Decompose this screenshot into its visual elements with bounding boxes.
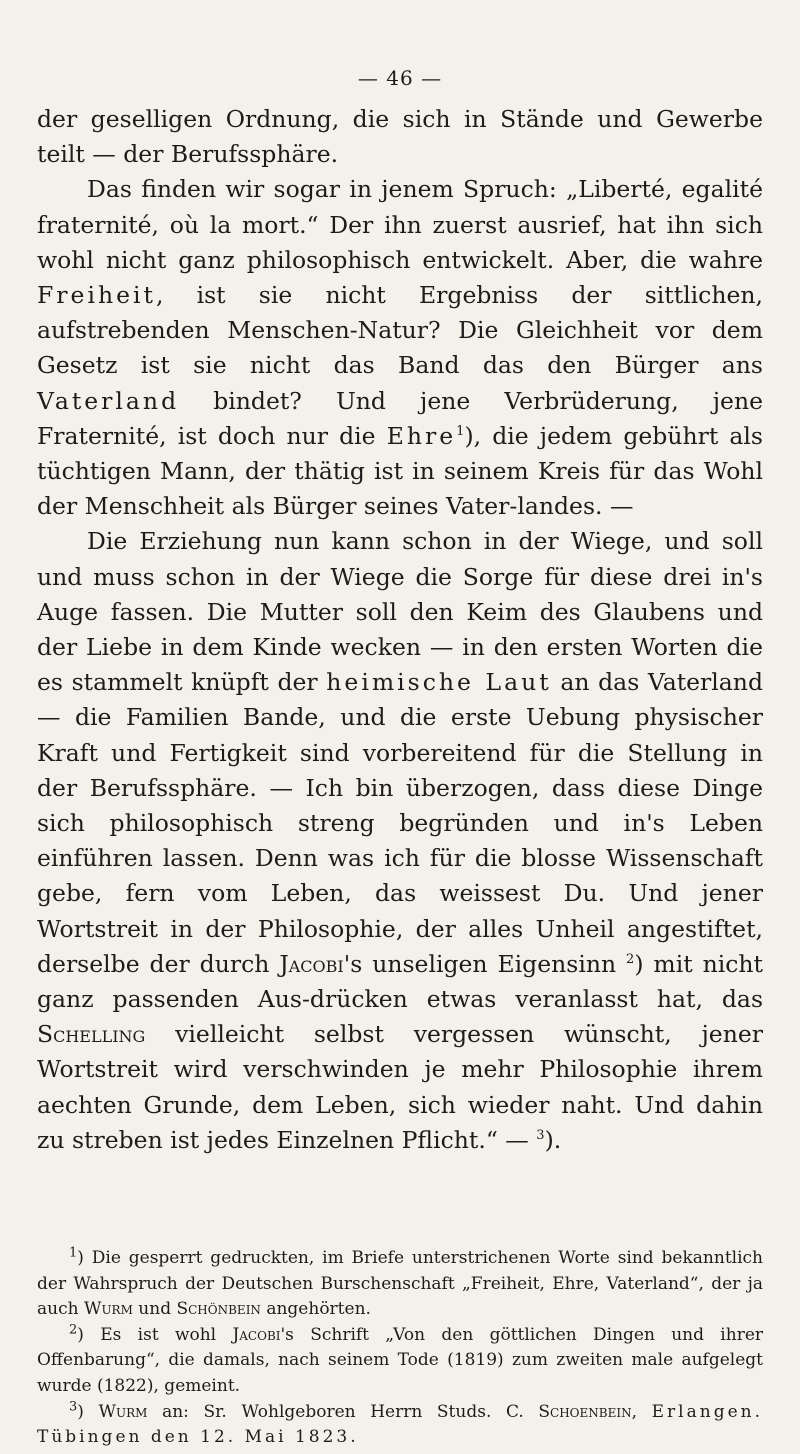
name-wurm: Wurm [83, 1299, 133, 1320]
text-run: an das Vaterland — die Familien Bande, und die erste Uebung physischer Kraft und Fertigkeit sind vorbereitend für die Stellung in der Berufssphäre. — Ich bin überzogen, dass diese Dinge sich philosophisch streng begründen und in's Leben einführen lassen. Denn was ich für die blosse Wissenschaft gebe, fern vom Leben, das weissest Du. Und jener Wortstreit in der Philosophie, der alles Unheil angestiftet, derselbe der durch [37, 668, 763, 978]
spaced-place-date: Erlangen. Tübingen den 12. Mai 1823. [37, 1401, 763, 1448]
name-schelling: Schelling [37, 1020, 146, 1049]
footnote-ref-2: 2 [626, 952, 635, 968]
text-run: , [631, 1401, 652, 1422]
text-run: Die Erziehung nun kann schon in der Wiege, und soll und muss schon in der Wiege die Sorge für diese drei in's Auge fassen. Die Mutter soll den Keim des Glaubens und der Liebe in dem Kinde wecken — in den ersten Worten die es stammelt knüpft der [37, 527, 763, 697]
text-run: vielleicht selbst vergessen wünscht, jener Wortstreit wird verschwinden je mehr Philosophie ihrem aechten Grunde, dem Leben, sich wieder naht. Und dahin zu streben ist jedes Einzelnen Pflicht.“ — [37, 1020, 763, 1154]
name-jacobi: Jacobi [232, 1324, 281, 1345]
text-run: ) mit nicht ganz passenden Aus-drücken etwas veranlasst hat, das [37, 949, 764, 1014]
text-run: 's Schrift „Von den göttlichen Dingen und ihrer Offenbarung“, die damals, nach seinem Tode (1819) zum zweiten male aufgelegt wurde (1822), gemeint. [37, 1324, 764, 1396]
spaced-word-ehre: Ehre [386, 421, 457, 450]
name-schoenbein: Schönbein [176, 1299, 261, 1320]
footnote-2 [37, 1323, 763, 1400]
text-run: , ist sie nicht Ergebniss der sittlichen, aufstrebenden Menschen-Natur? Die Gleichheit vor dem Gesetz ist sie nicht das Band das den Bürger ans [37, 281, 763, 380]
spaced-phrase-heimische-laut: heimische Laut [326, 668, 552, 697]
text-run: und [132, 1299, 177, 1320]
text-run: ) [77, 1401, 99, 1422]
name-wurm: Wurm [98, 1401, 148, 1422]
name-jacobi: Jacobi [279, 949, 344, 978]
spaced-word-vaterland: Vaterland [37, 386, 180, 415]
paragraph-1: der geselligen Ordnung, die sich in Stände und Gewerbe teilt — der Berufssphäre. [37, 105, 763, 169]
paragraph-3 [37, 524, 763, 1158]
text-run: ) Die gesperrt gedruckten, im Briefe unterstrichenen Worte sind bekanntlich der Wahrspruch der Deutschen Burschenschaft „Freiheit, Ehre, Vaterland“, der ja auch [37, 1248, 763, 1320]
text-run: 's unseligen Eigensinn [343, 949, 627, 978]
spaced-word-freiheit: Freiheit [37, 281, 156, 310]
footnote-ref-3: 3 [536, 1128, 545, 1144]
footnote-mark: 3 [69, 1398, 78, 1414]
text-run: ) Es ist wohl [77, 1324, 233, 1345]
paragraph-2 [37, 172, 763, 524]
page-number: — 46 — [357, 66, 443, 90]
text-run: ). [544, 1125, 562, 1154]
text-run: an: Sr. Wohlgeboren Herrn Studs. C. [147, 1401, 539, 1422]
footnote-1 [37, 1246, 763, 1323]
text-run: Das finden wir sogar in jenem Spruch: „Liberté, egalité fraternité, où la mort.“ Der ihn zuerst ausrief, hat ihn sich wohl nicht ganz philosophisch entwickelt. Aber, die wahre [37, 175, 763, 274]
footnote-mark: 2 [69, 1322, 78, 1338]
footnote-ref-1: 1 [456, 424, 465, 439]
footnote-3 [37, 1400, 763, 1451]
footnotes [37, 1246, 763, 1451]
text-run: ), die jedem gebührt als tüchtigen Mann, der thätig ist in seinem Kreis für das Wohl der Menschheit als Bürger seines Vater-landes. — [37, 421, 763, 521]
text-run: bindet? Und jene Verbrüderung, jene Fraternité, ist doch nur die [37, 386, 763, 450]
main-text [37, 102, 763, 1158]
footnote-mark: 1 [69, 1245, 78, 1261]
name-schoenbein: Schoenbein [538, 1401, 632, 1422]
text-run: angehörten. [260, 1299, 371, 1320]
